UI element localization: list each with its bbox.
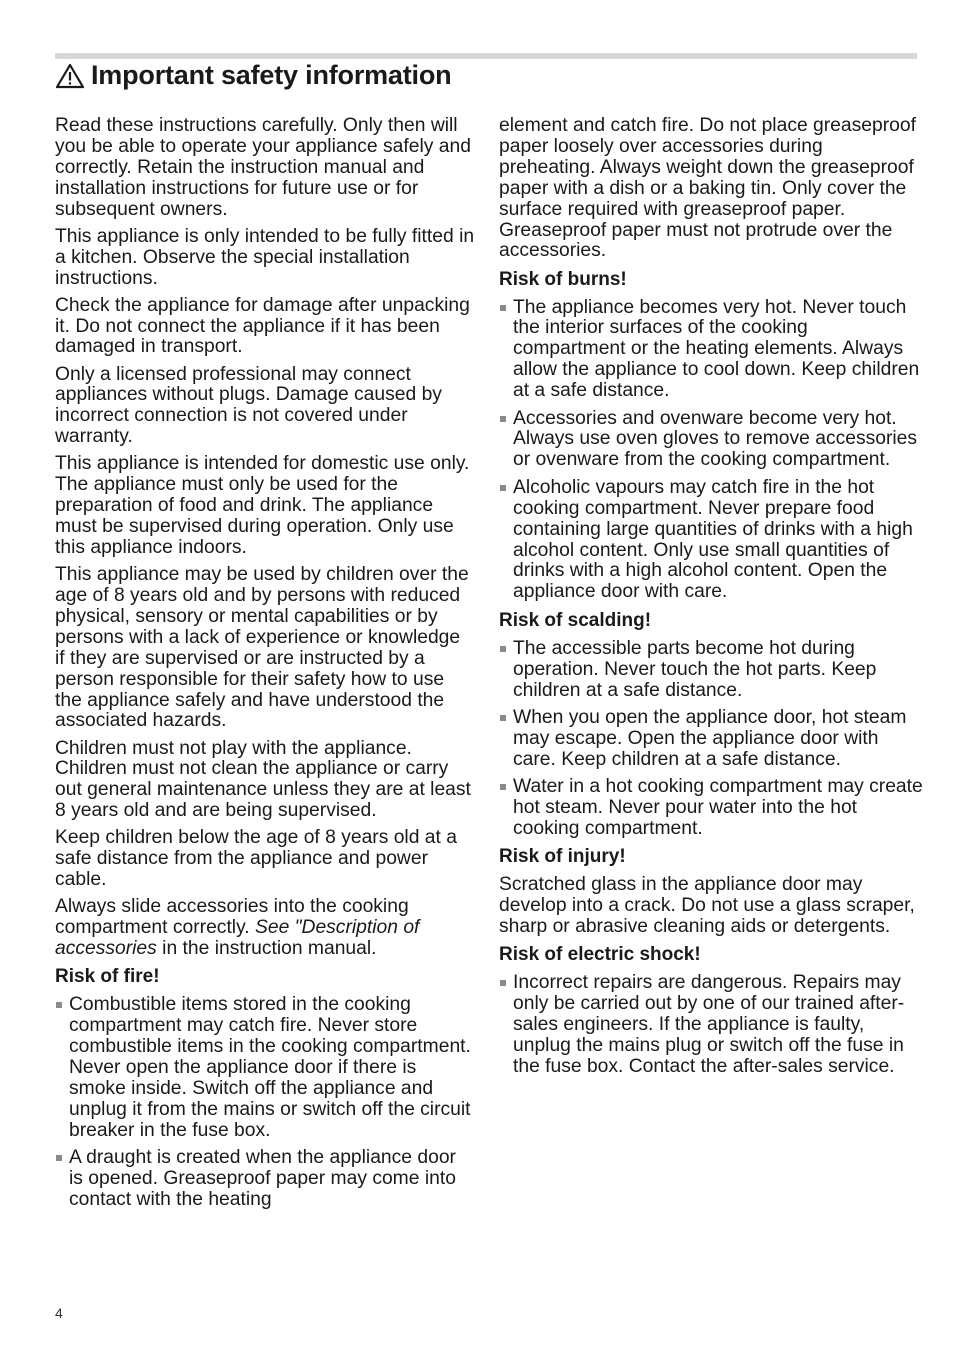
scalding-list [499,639,924,840]
list-item-text: Accessories and ovenware become very hot. Always use oven gloves to remove accessories or ovenware from the cooking compartment. [513,407,918,471]
square-bullet-icon [500,416,506,422]
list-item-text: Combustible items stored in the cooking compartment may catch fire. Never store combustible items in the cooking compartment. Never open the appliance door if there is smoke inside. Switch off the appliance and unplug it from the mains or switch off the circuit breaker in the fuse box. [69,994,471,1141]
list-item [499,478,924,603]
heading-risk-of-electric-shock: Risk of electric shock! [499,944,701,966]
square-bullet-icon [56,1002,62,1008]
square-bullet-icon [500,646,506,652]
page-number: 4 [55,1305,63,1321]
list-item [55,1148,475,1211]
paragraph-domestic-use: This appliance is intended for domestic use only. The appliance must only be used for the preparation of food and drink. The appliance must be supervised during operation. Only use this appliance indoors. [55,453,470,558]
list-item [499,708,924,771]
list-item-text: The appliance becomes very hot. Never touch the interior surfaces of the cooking compartment or the heating elements. Always allow the appliance to cool down. Keep children at a safe distance. [513,296,920,402]
square-bullet-icon [500,715,506,721]
list-item-text: Incorrect repairs are dangerous. Repairs may only be carried out by one of our trained after-sales engineers. If the appliance is faulty, unplug the mains plug or switch off the fuse in the fuse box. Contact the after-sales service. [513,972,905,1077]
page-title-text: Important safety information [91,60,452,90]
paragraph-licensed-professional: Only a licensed professional may connect appliances without plugs. Damage caused by incorrect connection is not covered under warranty. [55,363,442,448]
header-rule [55,53,917,59]
paragraph-check-damage: Check the appliance for damage after unpacking it. Do not connect the appliance if it has been damaged in transport. [55,294,470,358]
heading-risk-of-injury: Risk of injury! [499,846,626,868]
list-item [499,639,924,702]
paragraph-children-supervised: This appliance may be used by children over the age of 8 years old and by persons with reduced physical, sensory or mental capabilities or by persons with a lack of experience or knowledge if they are supervised or are instructed by a person responsible for their safety how to use the appliance safely and have understood the associated hazards. [55,564,469,732]
burns-list [499,298,924,604]
list-item [499,973,924,1078]
square-bullet-icon [500,305,506,311]
square-bullet-icon [500,485,506,491]
page-title [55,60,451,91]
warning-triangle-icon [55,63,85,89]
paragraph-accessories [55,897,475,960]
list-item-text: Alcoholic vapours may catch fire in the hot cooking compartment. Never prepare food containing large quantities of drinks with a high alcohol content. Only use small quantities of drinks with a high alcohol content. Open the appliance door with care. [513,476,913,603]
square-bullet-icon [500,784,506,790]
paragraph-intended-kitchen: This appliance is only intended to be fully fitted in a kitchen. Observe the special installation instructions. [55,225,475,289]
accessories-text-end: in the instruction manual. [156,938,377,960]
shock-list [499,973,924,1078]
paragraph-read-instructions: Read these instructions carefully. Only then will you be able to operate your appliance safely and correctly. Retain the instruction manual and installation instructions for future use or for subsequent owners. [55,115,471,220]
paragraph-injury: Scratched glass in the appliance door may develop into a crack. Do not use a glass scraper, sharp or abrasive cleaning aids or detergents. [499,874,915,938]
paragraph-children-distance: Keep children below the age of 8 years old at a safe distance from the appliance and power cable. [55,827,457,891]
square-bullet-icon [500,980,506,986]
list-item-text: A draught is created when the appliance door is opened. Greaseproof paper may come into contact with the heating [69,1146,456,1210]
heading-risk-of-scalding: Risk of scalding! [499,609,652,631]
left-column [55,116,475,1217]
list-item [55,995,475,1141]
list-item [499,777,924,840]
accessories-reference: See "Description of accessories [55,917,420,960]
right-column [499,116,924,1084]
paragraph-children-play: Children must not play with the appliance. Children must not clean the appliance or carry out general maintenance unless they are at least 8 years old and are being supervised. [55,737,471,822]
accessories-text: Always slide accessories into the cooking compartment correctly. [55,896,409,939]
square-bullet-icon [56,1155,62,1161]
heading-risk-of-fire: Risk of fire! [55,966,160,988]
fire-list [55,995,475,1211]
list-item-text: The accessible parts become hot during operation. Never touch the hot parts. Keep children at a safe distance. [513,637,877,701]
list-item-text: When you open the appliance door, hot steam may escape. Open the appliance door with care. Keep children at a safe distance. [513,706,907,770]
list-item-text: Water in a hot cooking compartment may create hot steam. Never pour water into the hot cooking compartment. [513,776,923,839]
list-item [499,298,924,403]
fire-item-continued: element and catch fire. Do not place greaseproof paper loosely over accessories during preheating. Always weight down the greaseproof paper with a dish or a baking tin. Only cover the surface required with greaseproof paper. Greaseproof paper must not protrude over the accessories. [499,115,916,262]
list-item [499,409,924,472]
heading-risk-of-burns: Risk of burns! [499,268,627,290]
